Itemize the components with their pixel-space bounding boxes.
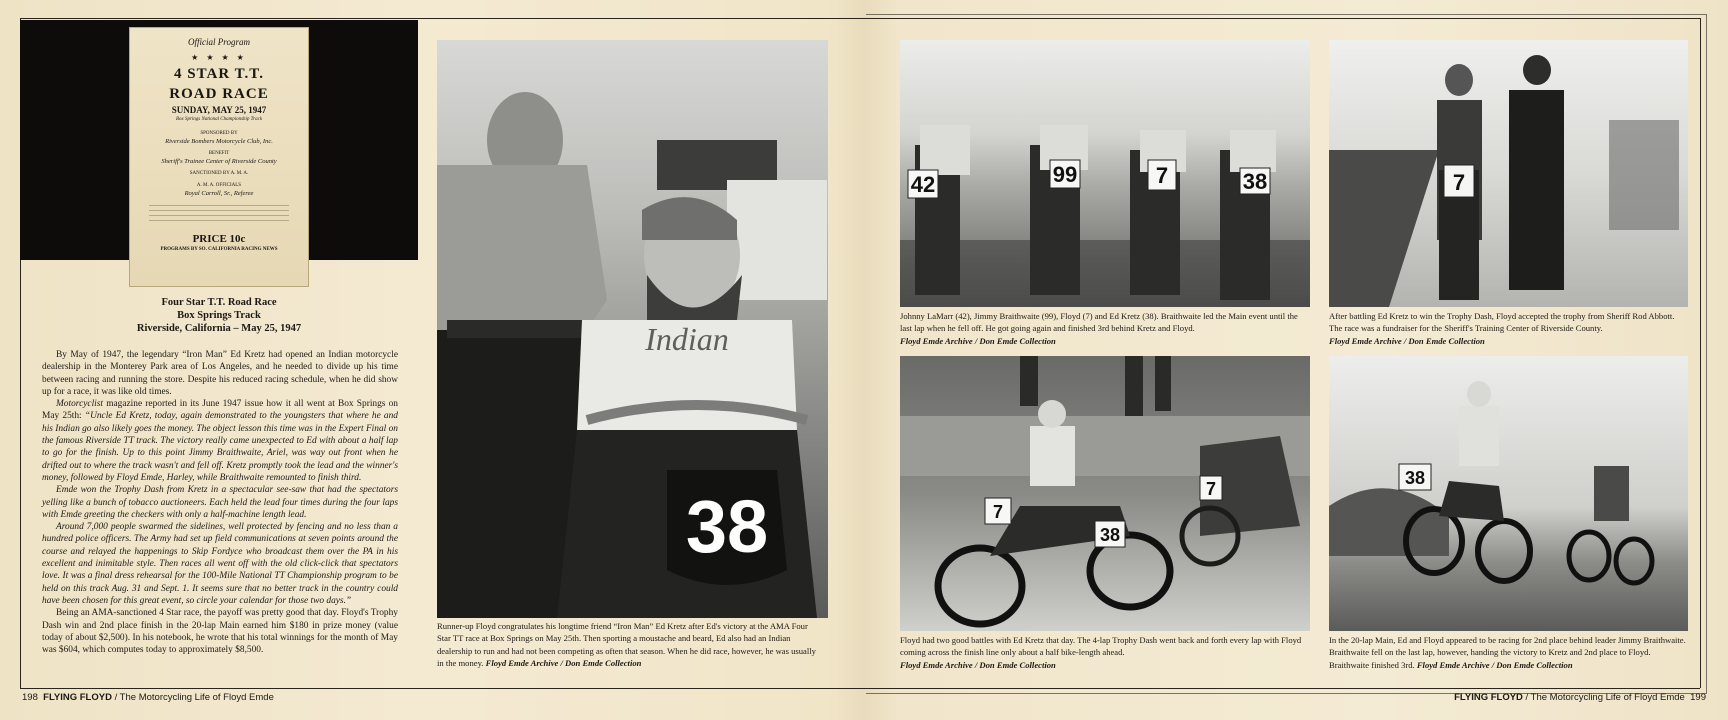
photo-kretz-and-floyd	[437, 40, 828, 618]
program-title-line2: ROAD RACE	[169, 86, 269, 102]
caption-top-mid	[900, 310, 1310, 347]
program-referee: Royal Carroll, Sr., Referee	[184, 190, 254, 197]
magazine-quote: “Uncle Ed Kretz, today, again demonstrated to the youngsters that where he and his Indian go also likely goes the money. The object lesson this time was in the Expert Final on the famous Riverside TT track. The victory really came unexpected to Ed with about a half lap to go for the finish. Up to this point Jimmy Braithwaite, Ariel, was way out front when he drifted out to where the track wasn't and fell off. Kretz promptly took the lead and the winner's money, followed by Floyd Emde, Harley, while Braithwaite remounted to finish third.	[42, 411, 398, 483]
caption-top-right-text: After battling Ed Kretz to win the Trophy Dash, Floyd accepted the trophy from Sheriff Rod Abbott. The race was a fundraiser for the Sheriff's Training Center of Riverside County.	[1329, 311, 1675, 334]
plate-42: 42	[910, 172, 936, 197]
program-officials-label: A. M. A. OFFICIALS	[196, 183, 242, 188]
program-sponsor-label: SPONSORED BY	[200, 131, 238, 136]
number-plate-38: 38	[685, 485, 769, 568]
program-printer: PROGRAMS BY SO. CALIFORNIA RACING NEWS	[160, 247, 278, 252]
plate-7-rear: 7	[1205, 479, 1217, 499]
article-body	[42, 349, 398, 656]
frame-right	[1700, 18, 1701, 688]
program-benefit: Sheriff's Trainee Center of Riverside County	[161, 158, 277, 165]
program-price: PRICE 10c	[192, 233, 246, 245]
body-paragraph-5: Being an AMA-sanctioned 4 Star race, the payoff was pretty good that day. Floyd's Trophy Dash win and 2nd place finish in the 20-lap Main earned him $180 in prize money (value today of about $2,500). In his notebook, he wrote that his total winnings for the month of May was $604, which computes today to approximately $8,500.	[42, 608, 398, 656]
program-caption-line2: Box Springs Track	[177, 310, 261, 321]
frame-bottom	[20, 688, 1700, 689]
body-paragraph-2	[42, 398, 398, 484]
photo-trophy-dash-race	[900, 356, 1310, 631]
plate-7-front: 7	[992, 502, 1004, 522]
program-caption-line1: Four Star T.T. Road Race	[161, 297, 277, 308]
photo-main-race-jump	[1329, 356, 1688, 631]
caption-bottom-right-credit: Floyd Emde Archive / Don Emde Collection	[1416, 659, 1573, 670]
footer-right-subtitle: / The Motorcycling Life of Floyd Emde	[1522, 692, 1685, 703]
footer-left	[22, 692, 274, 703]
caption-bottom-right	[1329, 634, 1688, 671]
page-number-right: 199	[1690, 692, 1706, 703]
caption-top-right	[1329, 310, 1688, 347]
caption-bottom-mid-credit: Floyd Emde Archive / Don Emde Collection	[900, 659, 1056, 670]
program-title-line1: 4 STAR T.T.	[174, 66, 264, 82]
photo-trophy-sheriff	[1329, 40, 1688, 307]
frame-top-left	[20, 18, 864, 19]
footer-left-book-title: FLYING FLOYD	[43, 692, 112, 703]
plate-7: 7	[1155, 163, 1169, 188]
photo-four-riders-lineup	[900, 40, 1310, 307]
program-sanction: SANCTIONED BY A. M. A.	[189, 171, 249, 176]
quote-paragraph-4: Around 7,000 people swarmed the sidelines, well protected by fencing and no less than a hundred police officers. The Army had set up field communications at seven points around the course and relayed the happenings to Skip Fordyce who broadcast them over the PA in his excellent and inimitable style. Then races all went off with the old click-click that spectators love. It was a final dress rehearsal for the 100-Mile National TT Championship program to be held on this track Aug. 31 and Sept. 1. It seems sure that no better track in the country could have been chosen for this great event, so circle your calendar for those two days.”	[42, 522, 398, 606]
magazine-name: Motorcyclist	[56, 399, 104, 410]
caption-bottom-mid-text: Floyd had two good battles with Ed Kretz that day. The 4-lap Trophy Dash went back and forth every lap with Floyd coming across the finish line only about a half bike-length ahead.	[900, 635, 1302, 658]
plate-99: 99	[1052, 162, 1078, 187]
plate-38-jump: 38	[1404, 468, 1426, 488]
body-paragraph-4	[42, 521, 398, 607]
program-stars: ★ ★ ★ ★	[191, 53, 247, 62]
plate-7-trophy: 7	[1452, 170, 1466, 195]
caption-large-photo	[437, 620, 817, 670]
caption-top-mid-text: Johnny LaMarr (42), Jimmy Braithwaite (99), Floyd (7) and Ed Kretz (38). Braithwaite led the Main event until the last lap when he fell off. He got going again and finished 3rd behind Kretz and Floyd.	[900, 311, 1298, 334]
caption-large-text: Runner-up Floyd congratulates his longtime friend “Iron Man” Ed Kretz after Ed's victory at the AMA Four Star TT race at Box Springs on May 25th. Then sporting a moustache and beard, Ed also had an Indian dealership to run and had not been competing as often that season. When he did race, however, he was usually in the money.	[437, 621, 816, 669]
body-paragraph-1: By May of 1947, the legendary “Iron Man” Ed Kretz had opened an Indian motorcycle dealership in the Monterey Park area of Los Angeles, and he needed to divide up his time between racing and running the store. Despite his reduced racing schedule, when he did show up for a race, it was like old times.	[42, 350, 398, 397]
program-track-line: Box Springs National Championship Track	[175, 117, 263, 122]
program-date: SUNDAY, MAY 25, 1947	[171, 105, 267, 115]
caption-bottom-right-text: In the 20-lap Main, Ed and Floyd appeared to be racing for 2nd place behind leader Jimmy Braithwaite. Braithwaite fell on the last lap, however, handing the victory to Kretz and 2nd place to Floyd. Braithwaite finished 3rd.	[1329, 635, 1686, 670]
plate-38-side: 38	[1099, 525, 1121, 545]
page-number-left: 198	[22, 692, 38, 703]
footer-right-book-title: FLYING FLOYD	[1454, 692, 1523, 703]
footer-left-subtitle: / The Motorcycling Life of Floyd Emde	[111, 692, 274, 703]
footer-right	[1454, 692, 1706, 703]
body-paragraph-3	[42, 484, 398, 521]
caption-large-credit: Floyd Emde Archive / Don Emde Collection	[485, 658, 642, 669]
official-program-cover	[130, 28, 308, 286]
rider-shirt-text: Indian	[645, 321, 729, 357]
frame-top-outer	[866, 14, 1706, 15]
program-benefit-label: BENEFIT	[208, 151, 230, 156]
quote-paragraph-3: Emde won the Trophy Dash from Kretz in a spectacular see-saw that had the spectators yelling like a bunch of tobacco auctioneers. Each held the lead four times during the four laps with Emde greeting the checkers with only a half-machine length lead.	[42, 485, 398, 520]
program-officials-list	[149, 201, 289, 225]
caption-top-right-credit: Floyd Emde Archive / Don Emde Collection	[1329, 335, 1485, 346]
frame-top-right	[864, 18, 1700, 19]
program-official-label: Official Program	[188, 37, 250, 47]
program-caption-line3: Riverside, California – May 25, 1947	[136, 323, 302, 334]
caption-bottom-mid	[900, 634, 1310, 671]
frame-right-outer	[1706, 14, 1707, 694]
caption-top-mid-credit: Floyd Emde Archive / Don Emde Collection	[900, 335, 1056, 346]
body-paragraph-2-text: magazine reported in its June 1947 issue how it all went at Box Springs on May 25th:	[42, 399, 398, 422]
program-caption	[20, 296, 418, 335]
program-sponsor: Riverside Bombers Motorcycle Club, Inc.	[165, 138, 273, 145]
plate-38: 38	[1242, 169, 1268, 194]
